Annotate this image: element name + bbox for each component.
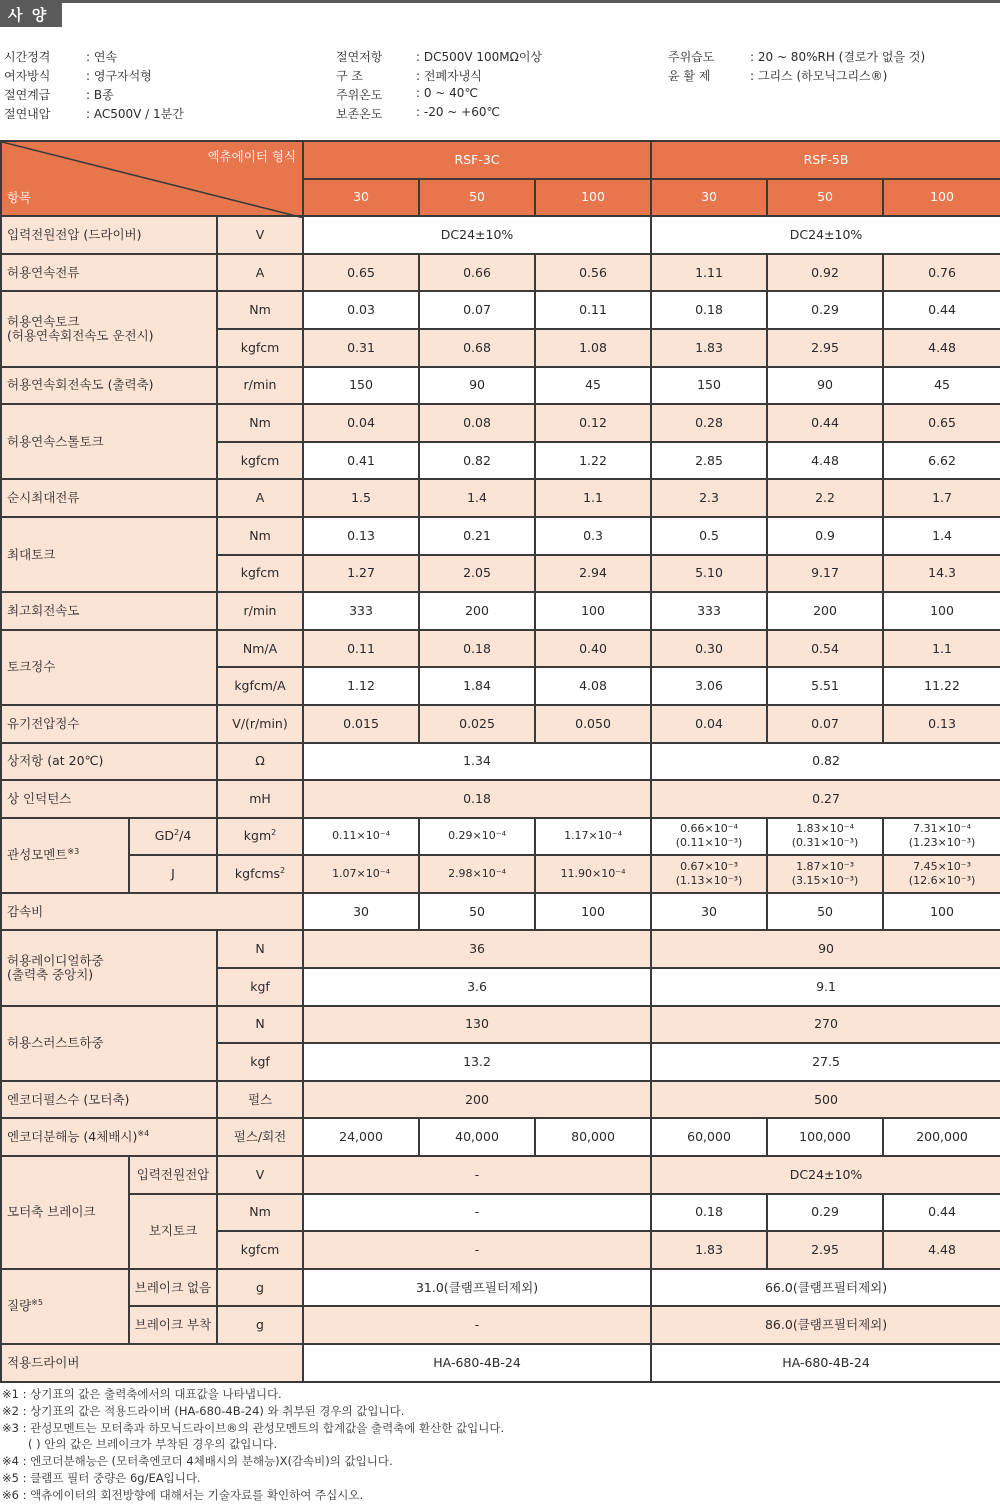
value-cell: 13.2 <box>303 1043 651 1081</box>
ratio-header: 50 <box>419 179 535 217</box>
row-label: 입력전원전압 (드라이버) <box>1 216 217 254</box>
value-cell: 1.4 <box>883 517 1000 555</box>
unit-cell: N <box>217 930 303 968</box>
sub-label: $GD^2/4$ <box>129 818 217 856</box>
row-label: 감속비 <box>1 893 303 931</box>
row-label: 허용스러스트하중 <box>1 1006 217 1081</box>
value-cell: 30 <box>303 893 419 931</box>
value-cell: 0.21 <box>419 517 535 555</box>
table-row <box>1 404 1000 442</box>
row-label: 엔코더분해능 (4체배시)$^{※4}$ <box>1 1118 217 1156</box>
value-cell: 1.08 <box>535 329 651 367</box>
value-cell: 4.08 <box>535 667 651 705</box>
value-cell: 2.05 <box>419 555 535 593</box>
value-cell: 0.5 <box>651 517 767 555</box>
table-row <box>1 780 1000 818</box>
value-cell: 14.3 <box>883 555 1000 593</box>
value-cell: 100,000 <box>767 1118 883 1156</box>
value-cell: 1.27 <box>303 555 419 593</box>
value-cell: 31.0(클램프필터제외) <box>303 1269 651 1307</box>
table-row <box>1 930 1000 968</box>
value-cell: 100 <box>535 592 651 630</box>
ratio-header: 100 <box>883 179 1000 217</box>
value-cell: 0.66×10⁻⁴ (0.11×10⁻³) <box>651 818 767 856</box>
value-cell: 0.82 <box>651 743 1000 781</box>
ratio-header: 30 <box>651 179 767 217</box>
row-label: 적용드라이버 <box>1 1344 303 1382</box>
unit-cell: Nm <box>217 517 303 555</box>
value-cell: 0.28 <box>651 404 767 442</box>
unit-cell: N <box>217 1006 303 1044</box>
unit-cell: Nm <box>217 1194 303 1232</box>
value-cell: 9.1 <box>651 968 1000 1006</box>
value-cell: 1.11 <box>651 254 767 292</box>
value-cell: 1.34 <box>303 743 651 781</box>
value-cell: 40,000 <box>419 1118 535 1156</box>
table-row <box>1 592 1000 630</box>
value-cell: 0.92 <box>767 254 883 292</box>
row-label: 순시최대전류 <box>1 479 217 517</box>
footnotes <box>2 1386 504 1504</box>
table-row <box>1 1006 1000 1044</box>
value-cell: 66.0(클램프필터제외) <box>651 1269 1000 1307</box>
value-cell: 0.44 <box>883 291 1000 329</box>
value-cell: 0.04 <box>303 404 419 442</box>
value-cell: 1.83 <box>651 329 767 367</box>
table-row <box>1 1156 1000 1194</box>
table-row <box>1 291 1000 329</box>
value-cell: 0.11 <box>535 291 651 329</box>
table-row <box>1 630 1000 668</box>
row-label: 관성모멘트$^{※3}$ <box>1 818 129 893</box>
actuator-type-label: 액츄에이터 형식 <box>207 149 297 164</box>
value-cell: 0.03 <box>303 291 419 329</box>
value-cell: 0.13 <box>303 517 419 555</box>
unit-cell: kgf <box>217 968 303 1006</box>
table-row <box>1 254 1000 292</box>
value-cell: 7.45×10⁻³ (12.6×10⁻³) <box>883 855 1000 893</box>
table-row <box>1 855 1000 893</box>
value-cell: 333 <box>303 592 419 630</box>
value-cell: DC24±10% <box>303 216 651 254</box>
sub-label: 브레이크 부착 <box>129 1306 217 1344</box>
value-cell: 270 <box>651 1006 1000 1044</box>
row-label: 최대토크 <box>1 517 217 592</box>
value-cell: 1.22 <box>535 442 651 480</box>
value-cell: 1.87×10⁻³ (3.15×10⁻³) <box>767 855 883 893</box>
unit-cell: kgfcm <box>217 329 303 367</box>
item-label: 항목 <box>7 190 32 206</box>
table-row <box>1 1194 1000 1232</box>
value-cell: 0.08 <box>419 404 535 442</box>
value-cell: 4.48 <box>883 329 1000 367</box>
value-cell: 2.3 <box>651 479 767 517</box>
value-cell: 150 <box>651 367 767 405</box>
value-cell: 0.18 <box>651 1194 767 1232</box>
table-row <box>1 1081 1000 1119</box>
ratio-header: 100 <box>535 179 651 217</box>
value-cell: 0.65 <box>883 404 1000 442</box>
value-cell: 7.31×10⁻⁴ (1.23×10⁻³) <box>883 818 1000 856</box>
value-cell: 0.13 <box>883 705 1000 743</box>
unit-cell: Nm <box>217 404 303 442</box>
value-cell: 500 <box>651 1081 1000 1119</box>
value-cell: 90 <box>651 930 1000 968</box>
value-cell: 80,000 <box>535 1118 651 1156</box>
unit-cell: V/(r/min) <box>217 705 303 743</box>
value-cell: 2.85 <box>651 442 767 480</box>
unit-cell: g <box>217 1269 303 1307</box>
value-cell: 0.67×10⁻³ (1.13×10⁻³) <box>651 855 767 893</box>
value-cell: 1.12 <box>303 667 419 705</box>
value-cell: 1.83×10⁻⁴ (0.31×10⁻³) <box>767 818 883 856</box>
unit-cell: r/min <box>217 367 303 405</box>
value-cell: 0.025 <box>419 705 535 743</box>
unit-cell: kgfcm <box>217 555 303 593</box>
value-cell: HA-680-4B-24 <box>303 1344 651 1382</box>
value-cell: 0.66 <box>419 254 535 292</box>
value-cell: 1.5 <box>303 479 419 517</box>
section-title: 사 양 <box>0 3 62 27</box>
value-cell: 0.44 <box>883 1194 1000 1232</box>
value-cell: 45 <box>883 367 1000 405</box>
unit-cell: kgfcm <box>217 442 303 480</box>
row-label: 상저항 (at 20℃) <box>1 743 217 781</box>
header-row-models <box>1 141 1000 179</box>
value-cell: 0.3 <box>535 517 651 555</box>
unit-cell: V <box>217 1156 303 1194</box>
unit-cell: kgm$^2$ <box>217 818 303 856</box>
value-cell: 0.31 <box>303 329 419 367</box>
unit-cell: 펄스/회전 <box>217 1118 303 1156</box>
top-rule <box>0 0 1000 3</box>
value-cell: 0.11×10⁻⁴ <box>303 818 419 856</box>
value-cell: 0.56 <box>535 254 651 292</box>
value-cell: 0.015 <box>303 705 419 743</box>
value-cell: 86.0(클램프필터제외) <box>651 1306 1000 1344</box>
value-cell: 130 <box>303 1006 651 1044</box>
sub-label: J <box>129 855 217 893</box>
unit-cell: A <box>217 479 303 517</box>
value-cell: 0.04 <box>651 705 767 743</box>
value-cell: 5.51 <box>767 667 883 705</box>
footnote: ※5 : 클램프 필터 중량은 6g/EA입니다. <box>2 1470 201 1485</box>
value-cell: 9.17 <box>767 555 883 593</box>
row-label: 허용연속회전속도 (출력축) <box>1 367 217 405</box>
table-row <box>1 216 1000 254</box>
row-label: 상 인덕턴스 <box>1 780 217 818</box>
value-cell: 0.68 <box>419 329 535 367</box>
row-label: 유기전압정수 <box>1 705 217 743</box>
value-cell: 0.29 <box>767 1194 883 1232</box>
unit-cell: kgf <box>217 1043 303 1081</box>
model-header-rsf-5b: RSF-5B <box>651 141 1000 179</box>
value-cell: 1.1 <box>883 630 1000 668</box>
row-label: 허용연속스톨토크 <box>1 404 217 479</box>
value-cell: 0.44 <box>767 404 883 442</box>
value-cell: 2.95 <box>767 329 883 367</box>
value-cell: 0.12 <box>535 404 651 442</box>
footnote: ( ) 안의 값은 브레이크가 부착된 경우의 값입니다. <box>28 1437 278 1452</box>
value-cell: DC24±10% <box>651 216 1000 254</box>
table-row <box>1 818 1000 856</box>
row-label: 허용연속토크 (허용연속회전속도 운전시) <box>1 291 217 366</box>
row-label: 허용연속전류 <box>1 254 217 292</box>
value-cell: 0.07 <box>767 705 883 743</box>
value-cell: 0.18 <box>303 780 651 818</box>
unit-cell: kgfcm <box>217 1231 303 1269</box>
value-cell: 2.95 <box>767 1231 883 1269</box>
unit-cell: A <box>217 254 303 292</box>
value-cell: 30 <box>651 893 767 931</box>
value-cell: 24,000 <box>303 1118 419 1156</box>
value-cell: 200 <box>303 1081 651 1119</box>
value-cell: 5.10 <box>651 555 767 593</box>
table-row <box>1 1269 1000 1307</box>
footnote: ※3 : 관성모멘트는 모터축과 하모닉드라이브®의 관성모멘트의 합계값을 출력축에 환산한 값입니다. <box>2 1420 505 1435</box>
value-cell: - <box>303 1231 651 1269</box>
value-cell: 2.94 <box>535 555 651 593</box>
value-cell: 1.4 <box>419 479 535 517</box>
value-cell: 60,000 <box>651 1118 767 1156</box>
value-cell: 0.29 <box>767 291 883 329</box>
ratio-header: 50 <box>767 179 883 217</box>
row-label: 질량$^{※5}$ <box>1 1269 129 1344</box>
value-cell: - <box>303 1194 651 1232</box>
footnote: ※1 : 상기표의 값은 출력축에서의 대표값을 나타냅니다. <box>2 1387 282 1401</box>
table-row <box>1 367 1000 405</box>
table-row <box>1 517 1000 555</box>
value-cell: 2.98×10⁻⁴ <box>419 855 535 893</box>
value-cell: 36 <box>303 930 651 968</box>
value-cell: 27.5 <box>651 1043 1000 1081</box>
value-cell: 200 <box>767 592 883 630</box>
table-row <box>1 1118 1000 1156</box>
unit-cell: V <box>217 216 303 254</box>
value-cell: 0.30 <box>651 630 767 668</box>
header-diagonal-cell <box>1 141 303 216</box>
value-cell: 0.18 <box>651 291 767 329</box>
value-cell: 100 <box>883 893 1000 931</box>
value-cell: 0.18 <box>419 630 535 668</box>
table-row <box>1 1344 1000 1382</box>
model-header-rsf-3c: RSF-3C <box>303 141 651 179</box>
unit-cell: r/min <box>217 592 303 630</box>
value-cell: 200 <box>419 592 535 630</box>
row-label: 토크정수 <box>1 630 217 705</box>
unit-cell: Ω <box>217 743 303 781</box>
footnote: ※2 : 상기표의 값은 적용드라이버 (HA-680-4B-24) 와 취부된 경우의 값입니다. <box>2 1403 405 1418</box>
sub-label: 브레이크 없음 <box>129 1269 217 1307</box>
value-cell: 0.9 <box>767 517 883 555</box>
table-row <box>1 893 1000 931</box>
unit-cell: mH <box>217 780 303 818</box>
value-cell: 0.29×10⁻⁴ <box>419 818 535 856</box>
value-cell: 4.48 <box>883 1231 1000 1269</box>
row-label: 엔코더펄스수 (모터축) <box>1 1081 217 1119</box>
value-cell: 0.54 <box>767 630 883 668</box>
value-cell: 0.76 <box>883 254 1000 292</box>
value-cell: 0.050 <box>535 705 651 743</box>
value-cell: 11.90×10⁻⁴ <box>535 855 651 893</box>
value-cell: 1.84 <box>419 667 535 705</box>
unit-cell: kgfcm/A <box>217 667 303 705</box>
value-cell: 3.06 <box>651 667 767 705</box>
value-cell: 2.2 <box>767 479 883 517</box>
value-cell: 0.07 <box>419 291 535 329</box>
value-cell: 0.41 <box>303 442 419 480</box>
row-label: 최고회전속도 <box>1 592 217 630</box>
table-row <box>1 705 1000 743</box>
value-cell: 1.1 <box>535 479 651 517</box>
spec-table <box>0 140 1000 1383</box>
footnote: ※6 : 액츄에이터의 회전방향에 대해서는 기술자료를 확인하여 주십시오. <box>2 1487 364 1502</box>
value-cell: 1.07×10⁻⁴ <box>303 855 419 893</box>
value-cell: 50 <box>767 893 883 931</box>
unit-cell: Nm <box>217 291 303 329</box>
value-cell: 1.17×10⁻⁴ <box>535 818 651 856</box>
sub-label: 입력전원전압 <box>129 1156 217 1194</box>
value-cell: 150 <box>303 367 419 405</box>
value-cell: 45 <box>535 367 651 405</box>
value-cell: 3.6 <box>303 968 651 1006</box>
row-label: 허용레이디얼하중 (출력축 중앙치) <box>1 930 217 1005</box>
unit-cell: kgfcms$^2$ <box>217 855 303 893</box>
footnote: ※4 : 엔코더분해능은 (모터축엔코더 4체배시의 분해능)X(감속비)의 값입니다. <box>2 1454 393 1469</box>
unit-cell: g <box>217 1306 303 1344</box>
value-cell: 90 <box>767 367 883 405</box>
ratio-header: 30 <box>303 179 419 217</box>
value-cell: - <box>303 1306 651 1344</box>
sub-label: 보지토크 <box>129 1194 217 1269</box>
value-cell: 100 <box>883 592 1000 630</box>
value-cell: 11.22 <box>883 667 1000 705</box>
value-cell: 0.40 <box>535 630 651 668</box>
table-row <box>1 479 1000 517</box>
value-cell: HA-680-4B-24 <box>651 1344 1000 1382</box>
value-cell: 100 <box>535 893 651 931</box>
value-cell: 1.7 <box>883 479 1000 517</box>
unit-cell: 펄스 <box>217 1081 303 1119</box>
value-cell: 90 <box>419 367 535 405</box>
value-cell: - <box>303 1156 651 1194</box>
value-cell: DC24±10% <box>651 1156 1000 1194</box>
value-cell: 4.48 <box>767 442 883 480</box>
value-cell: 200,000 <box>883 1118 1000 1156</box>
value-cell: 0.27 <box>651 780 1000 818</box>
unit-cell: Nm/A <box>217 630 303 668</box>
value-cell: 50 <box>419 893 535 931</box>
value-cell: 1.83 <box>651 1231 767 1269</box>
value-cell: 0.65 <box>303 254 419 292</box>
value-cell: 333 <box>651 592 767 630</box>
value-cell: 0.82 <box>419 442 535 480</box>
value-cell: 6.62 <box>883 442 1000 480</box>
table-row <box>1 1306 1000 1344</box>
table-row <box>1 743 1000 781</box>
value-cell: 0.11 <box>303 630 419 668</box>
row-label: 모터축 브레이크 <box>1 1156 129 1269</box>
